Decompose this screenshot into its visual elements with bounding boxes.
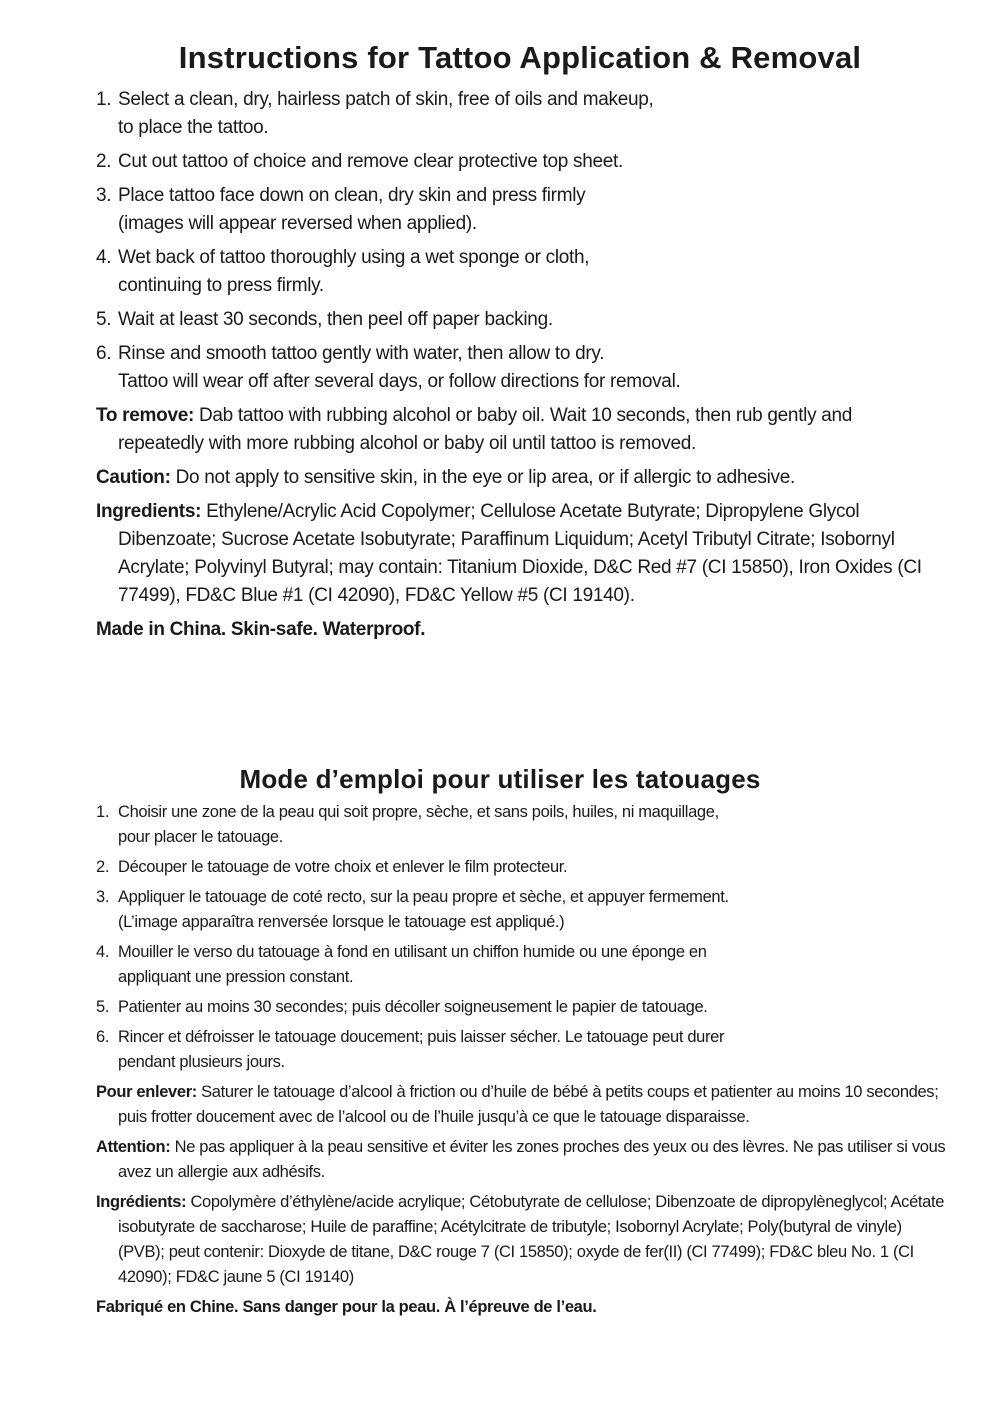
step-number: 6. bbox=[96, 1028, 110, 1046]
french-step-2 bbox=[96, 855, 946, 880]
step-number: 1. bbox=[96, 89, 112, 110]
step-text-line-2: pendant plusieurs jours. bbox=[118, 1053, 285, 1071]
french-ingredients-paragraph bbox=[96, 1190, 946, 1290]
step-number: 4. bbox=[96, 247, 112, 268]
english-section bbox=[96, 86, 936, 644]
english-removal-paragraph bbox=[96, 402, 936, 458]
step-text-line-1: Choisir une zone de la peau qui soit propre, sèche, et sans poils, huiles, ni maquillage, bbox=[118, 803, 719, 821]
removal-text: Saturer le tatouage d’alcool à friction ou d’huile de bébé à petits coups et patienter au moins 10 secondes; puis frotter doucement avec de l’alcool ou de l’huile jusqu’à ce que le tatouage disparaisse. bbox=[118, 1083, 939, 1126]
step-text-line-1: Patienter au moins 30 secondes; puis décoller soigneusement le papier de tatouage. bbox=[118, 998, 708, 1016]
step-number: 2. bbox=[96, 151, 112, 172]
ingredients-text: Ethylene/Acrylic Acid Copolymer; Cellulose Acetate Butyrate; Dipropylene Glycol Dibenzoate; Sucrose Acetate Isobutyrate; Paraffinum Liquidum; Acetyl Tributyl Citrate; Isobornyl Acrylate; Polyvinyl Butyral; may contain: Titanium Dioxide, D&C Red #7 (CI 15850), Iron Oxides (CI 77499), FD&C Blue #1 (CI 42090), FD&C Yellow #5 (CI 19140). bbox=[118, 501, 922, 606]
step-text-line-1: Cut out tattoo of choice and remove clear protective top sheet. bbox=[118, 151, 623, 172]
step-text-line-2: appliquant une pression constant. bbox=[118, 968, 354, 986]
step-text-line-1: Select a clean, dry, hairless patch of skin, free of oils and makeup, bbox=[118, 89, 654, 110]
english-ingredients-paragraph bbox=[96, 498, 936, 610]
step-number: 3. bbox=[96, 888, 110, 906]
english-title: Instructions for Tattoo Application & Removal bbox=[178, 40, 862, 75]
english-step-6 bbox=[96, 340, 936, 396]
step-text-line-1: Rinse and smooth tattoo gently with water, then allow to dry. bbox=[118, 343, 605, 364]
french-section bbox=[96, 800, 946, 1320]
step-text-line-2: (L’image apparaîtra renversée lorsque le tatouage est appliqué.) bbox=[118, 913, 565, 931]
english-step-4 bbox=[96, 244, 936, 300]
step-text-line-1: Wait at least 30 seconds, then peel off paper backing. bbox=[118, 309, 553, 330]
step-text-line-1: Wet back of tattoo thoroughly using a wet sponge or cloth, bbox=[118, 247, 590, 268]
step-text-line-1: Rincer et défroisser le tatouage doucement; puis laisser sécher. Le tatouage peut durer bbox=[118, 1028, 725, 1046]
french-step-1 bbox=[96, 800, 946, 850]
step-text-line-2: continuing to press firmly. bbox=[118, 275, 324, 296]
step-text-line-2: pour placer le tatouage. bbox=[118, 828, 283, 846]
ingredients-text: Copolymère d’éthylène/acide acrylique; Cétobutyrate de cellulose; Dibenzoate de dipropylèneglycol; Acétate isobutyrate de saccharose; Huile de paraffine; Acétylcitrate de tributyle; Isobornyl Acrylate; Poly(butyral de vinyle) (PVB); peut contenir: Dioxyde de titane, D&C rouge 7 (CI 15850); oxyde de fer(II) (CI 77499); FD&C bleu No. 1 (CI 42090); FD&C jaune 5 (CI 19140) bbox=[118, 1193, 945, 1286]
french-origin-statement: Fabriqué en Chine. Sans danger pour la peau. À l’épreuve de l’eau. bbox=[96, 1298, 597, 1316]
english-caution-paragraph bbox=[96, 464, 936, 492]
french-title: Mode d’emploi pour utiliser les tatouages bbox=[239, 764, 761, 794]
removal-label: To remove: bbox=[96, 405, 195, 426]
step-number: 5. bbox=[96, 998, 110, 1016]
english-step-1 bbox=[96, 86, 936, 142]
removal-text: Dab tattoo with rubbing alcohol or baby oil. Wait 10 seconds, then rub gently and repeatedly with more rubbing alcohol or baby oil until tattoo is removed. bbox=[118, 405, 853, 454]
step-text-line-2: to place the tattoo. bbox=[118, 117, 269, 138]
ingredients-label: Ingrédients: bbox=[96, 1193, 187, 1211]
step-number: 4. bbox=[96, 943, 110, 961]
english-step-5 bbox=[96, 306, 936, 334]
french-caution-paragraph bbox=[96, 1135, 946, 1185]
french-step-5 bbox=[96, 995, 946, 1020]
step-text-line-1: Découper le tatouage de votre choix et enlever le film protecteur. bbox=[118, 858, 568, 876]
french-step-3 bbox=[96, 885, 946, 935]
caution-text: Ne pas appliquer à la peau sensitive et éviter les zones proches des yeux ou des lèvres. Ne pas utiliser si vous avez un allergie aux adhésifs. bbox=[118, 1138, 946, 1181]
french-step-6 bbox=[96, 1025, 946, 1075]
step-text-line-1: Place tattoo face down on clean, dry skin and press firmly bbox=[118, 185, 586, 206]
step-number: 3. bbox=[96, 185, 112, 206]
step-text-line-1: Mouiller le verso du tatouage à fond en utilisant un chiffon humide ou une éponge en bbox=[118, 943, 707, 961]
english-step-3 bbox=[96, 182, 936, 238]
step-text-line-1: Appliquer le tatouage de coté recto, sur la peau propre et sèche, et appuyer fermement. bbox=[118, 888, 729, 906]
step-text-line-2: (images will appear reversed when applied). bbox=[118, 213, 477, 234]
french-step-4 bbox=[96, 940, 946, 990]
step-number: 1. bbox=[96, 803, 110, 821]
removal-label: Pour enlever: bbox=[96, 1083, 197, 1101]
step-number: 5. bbox=[96, 309, 112, 330]
french-removal-paragraph bbox=[96, 1080, 946, 1130]
english-origin-statement: Made in China. Skin-safe. Waterproof. bbox=[96, 619, 426, 640]
caution-text: Do not apply to sensitive skin, in the eye or lip area, or if allergic to adhesive. bbox=[170, 467, 795, 488]
step-number: 2. bbox=[96, 858, 110, 876]
step-number: 6. bbox=[96, 343, 112, 364]
step-text-line-2: Tattoo will wear off after several days, or follow directions for removal. bbox=[118, 371, 681, 392]
caution-label: Attention: bbox=[96, 1138, 171, 1156]
ingredients-label: Ingredients: bbox=[96, 501, 202, 522]
caution-label: Caution: bbox=[96, 467, 171, 488]
english-step-2 bbox=[96, 148, 936, 176]
